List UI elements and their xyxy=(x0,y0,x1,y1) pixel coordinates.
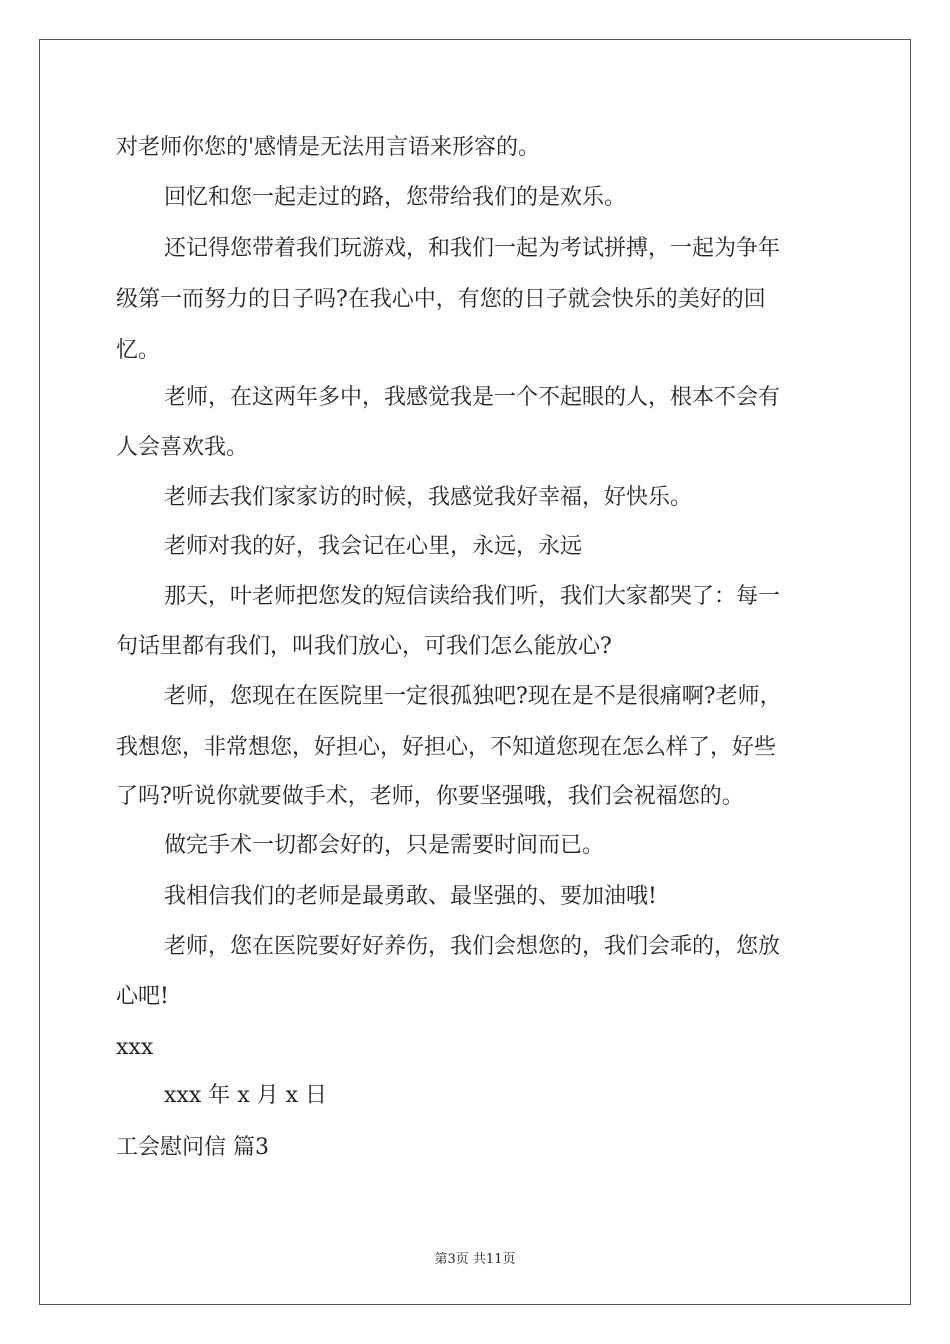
text-line: 那天，叶老师把您发的短信读给我们听，我们大家都哭了：每一 xyxy=(164,584,781,609)
text-line: 我想您，非常想您，好担心，好担心，不知道您现在怎么样了，好些 xyxy=(116,735,777,760)
text-line: 我相信我们的老师是最勇敢、最坚强的、要加油哦! xyxy=(164,884,657,909)
text-line: 老师，在这两年多中，我感觉我是一个不起眼的人，根本不会有 xyxy=(164,385,781,410)
text-line: 忆。 xyxy=(116,338,161,363)
text-line: 老师去我们家家访的时候，我感觉我好幸福，好快乐。 xyxy=(164,485,693,510)
text-line: 心吧! xyxy=(116,984,169,1009)
page-border xyxy=(39,39,911,1305)
text-line: 级第一而努力的日子吗?在我心中，有您的日子就会快乐的美好的回 xyxy=(116,287,766,312)
text-line: 回忆和您一起走过的路，您带给我们的是欢乐。 xyxy=(164,185,627,210)
text-line: 还记得您带着我们玩游戏，和我们一起为考试拼搏，一起为争年 xyxy=(164,236,781,261)
text-line: 老师对我的好，我会记在心里，永远，永远 xyxy=(164,534,583,559)
text-line: 对老师你您的'感情是无法用言语来形容的。 xyxy=(116,135,541,160)
signature-date: xxx 年 x 月 x 日 xyxy=(164,1083,328,1108)
text-line: 老师，您现在在医院里一定很孤独吧?现在是不是很痛啊?老师， xyxy=(164,684,782,709)
section-heading: 工会慰问信 篇3 xyxy=(116,1135,269,1160)
text-line: 老师，您在医院要好好养伤，我们会想您的，我们会乖的，您放 xyxy=(164,934,781,959)
text-line: 了吗?听说你就要做手术，老师，你要坚强哦，我们会祝福您的。 xyxy=(116,784,744,809)
text-line: 做完手术一切都会好的，只是需要时间而已。 xyxy=(164,833,605,858)
signature-name: xxx xyxy=(116,1035,154,1060)
text-line: 句话里都有我们，叫我们放心，可我们怎么能放心? xyxy=(116,634,612,659)
text-line: 人会喜欢我。 xyxy=(116,435,249,460)
page-footer: 第3页 共11页 xyxy=(434,1252,516,1267)
